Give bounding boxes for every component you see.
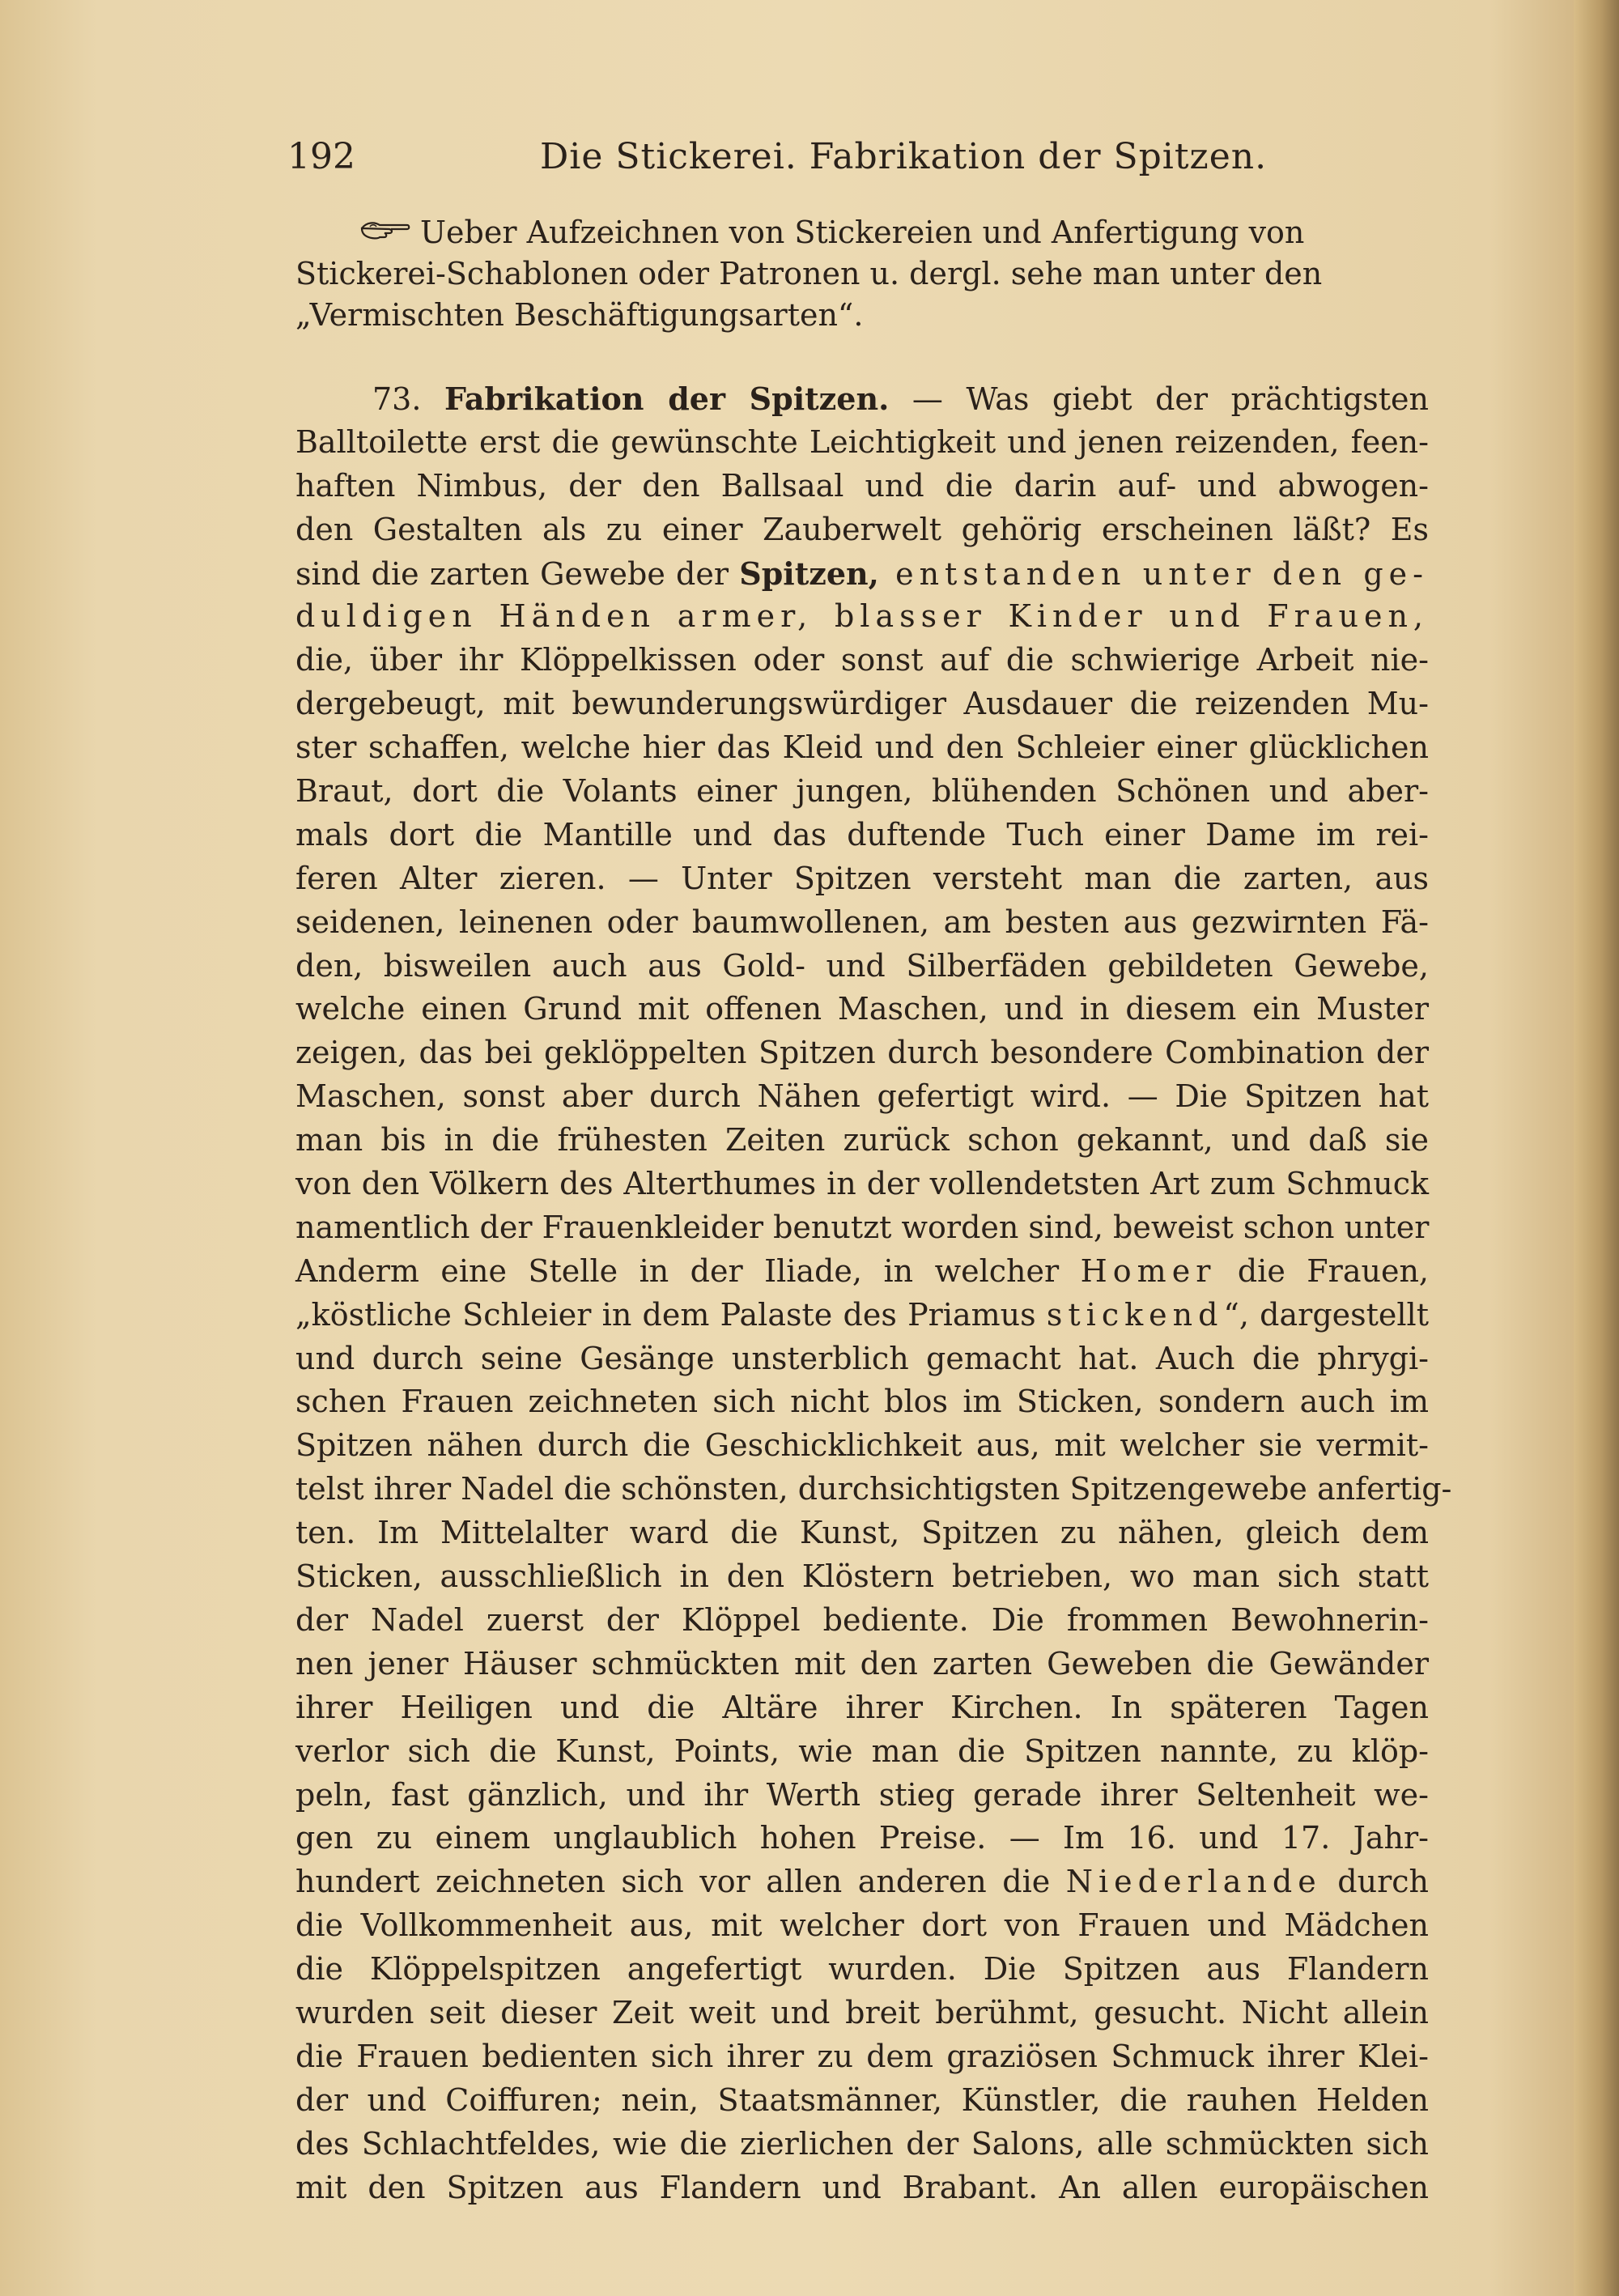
text-line: wurden seit dieser Zeit weit und breit berühmt, gesucht. Nicht allein xyxy=(295,1994,1429,2030)
emphasis-spaced: Niederlande xyxy=(1065,1864,1322,1900)
text-line: Spitzen nähen durch die Geschicklichkeit aus, mit welcher sie vermit- xyxy=(295,1427,1429,1464)
text-segment: „köstliche Schleier in dem Palaste des Priamus xyxy=(295,1296,1047,1333)
text-line: gen zu einem unglaublich hohen Preise. — Im 16. und 17. Jahr- xyxy=(295,1820,1429,1856)
cross-reference-note xyxy=(295,212,1429,336)
text-line: peln, fast gänzlich, und ihr Werth stieg gerade ihrer Seltenheit we- xyxy=(295,1776,1429,1813)
text-segment: Anderm eine Stelle in der Iliade, in welcher xyxy=(295,1252,1081,1289)
section-number: 73. xyxy=(372,381,422,417)
text-line: die Klöppelspitzen angefertigt wurden. Die Spitzen aus Flandern xyxy=(295,1951,1429,1988)
text-line: Sticken, ausschließlich in den Klöstern betrieben, wo man sich statt xyxy=(295,1558,1429,1595)
note-line: „Vermischten Beschäftigungsarten“. xyxy=(295,297,864,333)
text-line xyxy=(295,1860,1429,1904)
text-line: und durch seine Gesänge unsterblich gemacht hat. Auch die phrygi- xyxy=(295,1340,1429,1376)
text-line xyxy=(295,1250,1429,1294)
text-segment: durch xyxy=(1321,1864,1429,1900)
text-line: der und Coiffuren; nein, Staatsmänner, Künstler, die rauhen Helden xyxy=(295,2081,1429,2118)
text-line: verlor sich die Kunst, Points, wie man die Spitzen nannte, zu klöp- xyxy=(295,1733,1429,1769)
text-line: telst ihrer Nadel die schönsten, durchsichtigsten Spitzengewebe anfertig- xyxy=(295,1471,1452,1507)
section-73 xyxy=(295,377,1452,2209)
note-line: Ueber Aufzeichnen von Stickereien und Anfertigung von xyxy=(420,215,1305,250)
text-line: haften Nimbus, der den Ballsaal und die darin auf- und abwogen- xyxy=(295,467,1429,504)
text-line: ihrer Heiligen und die Altäre ihrer Kirchen. In späteren Tagen xyxy=(295,1689,1429,1725)
text-line: namentlich der Frauenkleider benutzt worden sind, beweist schon unter xyxy=(295,1209,1430,1245)
text-segment: “, dargestellt xyxy=(1223,1296,1429,1333)
page-number: 192 xyxy=(287,136,355,177)
text-line xyxy=(295,377,1429,421)
text-segment: — Was giebt der prächtigsten xyxy=(889,381,1429,417)
text-line: feren Alter zieren. — Unter Spitzen versteht man die zarten, aus xyxy=(295,860,1429,896)
text-line: welche einen Grund mit offenen Maschen, und in diesem ein Muster xyxy=(295,991,1429,1027)
text-line: seidenen, leinenen oder baumwollenen, am besten aus gezwirnten Fä- xyxy=(295,904,1429,940)
page-header xyxy=(287,136,1437,185)
text-line: zeigen, das bei geklöppelten Spitzen durch besondere Combination der xyxy=(295,1035,1429,1071)
text-line: den, bisweilen auch aus Gold- und Silberfäden gebildeten Gewebe, xyxy=(295,947,1429,984)
text-line: die, über ihr Klöppelkissen oder sonst auf die schwierige Arbeit nie- xyxy=(295,642,1429,678)
text-line: Balltoilette erst die gewünschte Leichtigkeit und jenen reizenden, feen- xyxy=(295,423,1429,460)
running-title: Die Stickerei. Fabrikation der Spitzen. xyxy=(540,136,1268,177)
text-line: dergebeugt, mit bewunderungswürdiger Ausdauer die reizenden Mu- xyxy=(295,686,1429,722)
text-line: nen jener Häuser schmückten mit den zarten Geweben die Gewänder xyxy=(295,1645,1429,1682)
text-line: man bis in die frühesten Zeiten zurück schon gekannt, und daß sie xyxy=(295,1122,1429,1159)
text-segment: hundert zeichneten sich vor allen anderen die xyxy=(295,1864,1066,1900)
text-line: Maschen, sonst aber durch Nähen gefertigt wird. — Die Spitzen hat xyxy=(295,1078,1429,1115)
pointing-hand-icon xyxy=(360,212,410,253)
emphasis-spaced: entstanden unter den ge- xyxy=(878,555,1429,592)
text-line: ster schaffen, welche hier das Kleid und den Schleier einer glücklichen xyxy=(295,729,1429,766)
text-line: der Nadel zuerst der Klöppel bediente. Die frommen Bewohnerin- xyxy=(295,1601,1429,1638)
text-line: von den Völkern des Alterthumes in der vollendetsten Art zum Schmuck xyxy=(295,1166,1429,1202)
emphasis-spaced: Homer xyxy=(1080,1252,1217,1289)
emphasis-spaced: stickend xyxy=(1046,1296,1224,1333)
text-segment: sind die zarten Gewebe der xyxy=(295,555,740,592)
text-line xyxy=(295,1294,1429,1337)
text-line: ten. Im Mittelalter ward die Kunst, Spitzen zu nähen, gleich dem xyxy=(295,1515,1429,1551)
text-line: mals dort die Mantille und das duftende Tuch einer Dame im rei- xyxy=(295,816,1429,852)
emphasis-bold: Spitzen, xyxy=(739,555,879,592)
text-line: Braut, dort die Volants einer jungen, blühenden Schönen und aber- xyxy=(295,773,1429,810)
text-line: duldigen Händen armer, blasser Kinder und Frauen, xyxy=(295,598,1429,635)
text-line: schen Frauen zeichneten sich nicht blos im Sticken, sondern auch im xyxy=(295,1384,1429,1420)
note-line: Stickerei-Schablonen oder Patronen u. dergl. sehe man unter den xyxy=(295,256,1323,291)
text-line: den Gestalten als zu einer Zauberwelt gehörig erscheinen läßt? Es xyxy=(295,511,1429,547)
text-line xyxy=(295,552,1429,596)
text-line: die Vollkommenheit aus, mit welcher dort von Frauen und Mädchen xyxy=(295,1907,1429,1944)
text-segment: die Frauen, xyxy=(1216,1252,1429,1289)
text-line: die Frauen bedienten sich ihrer zu dem graziösen Schmuck ihrer Klei- xyxy=(295,2038,1429,2074)
text-line: mit den Spitzen aus Flandern und Brabant. An allen europäischen xyxy=(295,2169,1429,2205)
text-line: des Schlachtfeldes, wie die zierlichen der Salons, alle schmückten sich xyxy=(295,2125,1429,2162)
section-heading: Fabrikation der Spitzen. xyxy=(444,381,890,417)
page-edge xyxy=(1574,0,1619,2296)
